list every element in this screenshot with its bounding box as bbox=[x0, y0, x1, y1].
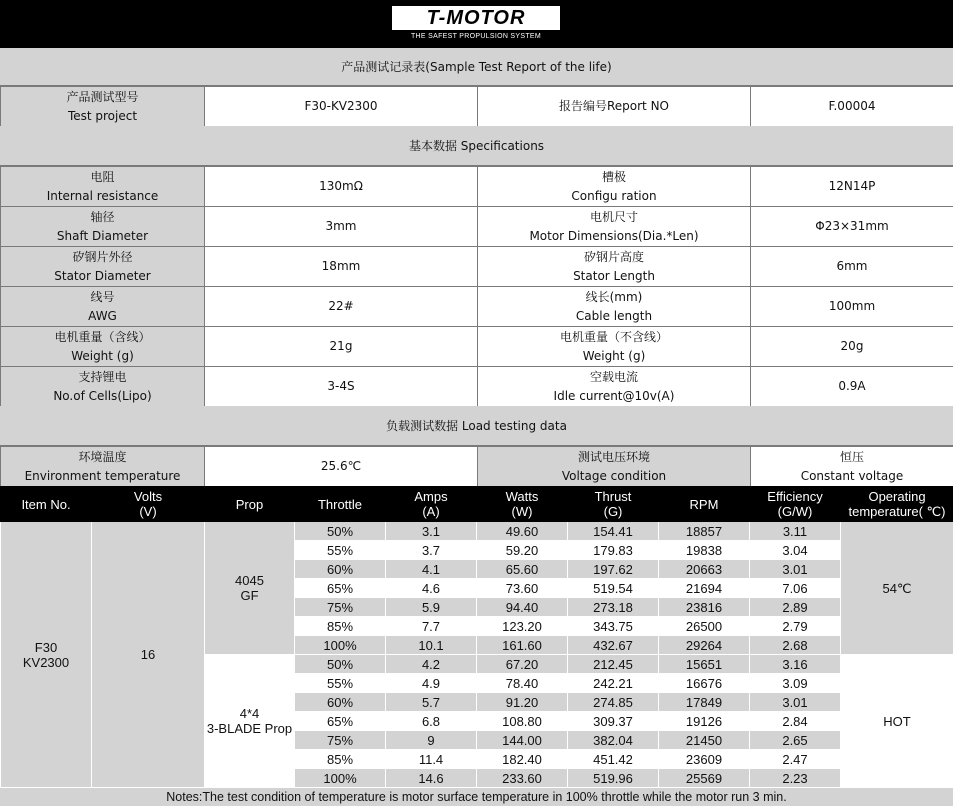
env-temp-label-en: Environment temperature bbox=[24, 468, 181, 483]
spec-right-label bbox=[478, 207, 751, 247]
thrust-cell: 242.21 bbox=[568, 674, 659, 693]
spec-label-cn: 空载电流 bbox=[589, 369, 638, 384]
env-temp-label bbox=[1, 447, 205, 487]
spec-label-en: Motor Dimensions(Dia.*Len) bbox=[529, 228, 699, 243]
col-efficiency: Efficiency (G/W) bbox=[750, 487, 841, 522]
watts-cell: 59.20 bbox=[477, 541, 568, 560]
throttle-cell: 65% bbox=[295, 712, 386, 731]
throttle-cell: 100% bbox=[295, 769, 386, 788]
throttle-cell: 55% bbox=[295, 674, 386, 693]
watts-cell: 182.40 bbox=[477, 750, 568, 769]
spec-label-cn: 矽钢片高度 bbox=[583, 249, 644, 264]
throttle-cell: 75% bbox=[295, 731, 386, 750]
watts-cell: 65.60 bbox=[477, 560, 568, 579]
logo-wordmark: T-MOTOR bbox=[392, 6, 560, 30]
load-title: 负载测试数据 Load testing data bbox=[0, 406, 953, 446]
spec-left-value bbox=[205, 247, 478, 287]
amps-cell: 14.6 bbox=[386, 769, 477, 788]
spec-row bbox=[1, 327, 953, 367]
col-thrust: Thrust (G) bbox=[568, 487, 659, 522]
amps-cell: 9 bbox=[386, 731, 477, 750]
load-test-table bbox=[0, 486, 953, 788]
spec-label-en: No.of Cells(Lipo) bbox=[53, 388, 152, 403]
volts-cell: 16 bbox=[92, 522, 205, 788]
thrust-cell: 382.04 bbox=[568, 731, 659, 750]
spec-label-cn: 矽钢片外径 bbox=[72, 249, 133, 264]
amps-cell: 3.1 bbox=[386, 522, 477, 541]
thrust-cell: 273.18 bbox=[568, 598, 659, 617]
brand-header bbox=[0, 0, 953, 48]
thrust-cell: 451.42 bbox=[568, 750, 659, 769]
spec-label-en: Configu ration bbox=[571, 188, 657, 203]
report-no-value: F.00004 bbox=[751, 87, 953, 127]
prop-cell: 4*4 3-BLADE Prop bbox=[205, 655, 295, 788]
spec-left-value bbox=[205, 327, 478, 367]
spec-row bbox=[1, 167, 953, 207]
watts-cell: 233.60 bbox=[477, 769, 568, 788]
thrust-cell: 309.37 bbox=[568, 712, 659, 731]
load-row bbox=[1, 522, 953, 541]
env-temp-value: 25.6℃ bbox=[205, 447, 478, 487]
spec-label-en: Stator Length bbox=[573, 268, 655, 283]
efficiency-cell: 2.79 bbox=[750, 617, 841, 636]
spec-row bbox=[1, 247, 953, 287]
efficiency-cell: 3.01 bbox=[750, 693, 841, 712]
rpm-cell: 19838 bbox=[659, 541, 750, 560]
temperature-cell: 54℃ bbox=[841, 522, 953, 655]
voltage-condition-label-en: Voltage condition bbox=[561, 468, 667, 483]
throttle-cell: 55% bbox=[295, 541, 386, 560]
spec-left-label bbox=[1, 287, 205, 327]
spec-label-cn: 轴径 bbox=[90, 209, 115, 224]
spec-label-en: Internal resistance bbox=[46, 188, 159, 203]
item-no-cell: F30 KV2300 bbox=[1, 522, 92, 788]
spec-label-en: Stator Diameter bbox=[54, 268, 151, 283]
rpm-cell: 18857 bbox=[659, 522, 750, 541]
rpm-cell: 25569 bbox=[659, 769, 750, 788]
amps-cell: 10.1 bbox=[386, 636, 477, 655]
spec-right-value bbox=[751, 367, 953, 407]
efficiency-cell: 7.06 bbox=[750, 579, 841, 598]
specs-table bbox=[0, 166, 953, 407]
rpm-cell: 23816 bbox=[659, 598, 750, 617]
rpm-cell: 26500 bbox=[659, 617, 750, 636]
col-prop: Prop bbox=[205, 487, 295, 522]
spec-row bbox=[1, 287, 953, 327]
spec-right-value bbox=[751, 247, 953, 287]
watts-cell: 78.40 bbox=[477, 674, 568, 693]
spec-value: 22# bbox=[328, 299, 354, 313]
efficiency-cell: 2.47 bbox=[750, 750, 841, 769]
watts-cell: 123.20 bbox=[477, 617, 568, 636]
spec-right-value bbox=[751, 167, 953, 207]
spec-label-cn: 电机重量（不含线） bbox=[559, 329, 668, 344]
rpm-cell: 23609 bbox=[659, 750, 750, 769]
spec-label-cn: 槽极 bbox=[601, 169, 626, 184]
rpm-cell: 17849 bbox=[659, 693, 750, 712]
spec-left-label bbox=[1, 167, 205, 207]
spec-label-en: Weight (g) bbox=[71, 348, 134, 363]
col-watts: Watts (W) bbox=[477, 487, 568, 522]
rpm-cell: 29264 bbox=[659, 636, 750, 655]
spec-value: 20g bbox=[840, 339, 864, 353]
spec-left-value bbox=[205, 287, 478, 327]
voltage-condition-label-cn: 测试电压环境 bbox=[577, 449, 650, 464]
test-project-label-en: Test project bbox=[67, 108, 138, 123]
test-project-label-cn: 产品测试型号 bbox=[66, 89, 139, 104]
thrust-cell: 519.54 bbox=[568, 579, 659, 598]
test-project-table bbox=[0, 86, 953, 127]
specs-title: 基本数据 Specifications bbox=[0, 126, 953, 166]
efficiency-cell: 3.01 bbox=[750, 560, 841, 579]
spec-right-value bbox=[751, 327, 953, 367]
spec-label-cn: 支持锂电 bbox=[78, 369, 127, 384]
throttle-cell: 60% bbox=[295, 693, 386, 712]
throttle-cell: 100% bbox=[295, 636, 386, 655]
amps-cell: 5.9 bbox=[386, 598, 477, 617]
col-amps: Amps (A) bbox=[386, 487, 477, 522]
spec-label-cn: 线号 bbox=[90, 289, 115, 304]
thrust-cell: 212.45 bbox=[568, 655, 659, 674]
amps-cell: 4.9 bbox=[386, 674, 477, 693]
col-temperature: Operating temperature( ℃) bbox=[841, 487, 953, 522]
amps-cell: 11.4 bbox=[386, 750, 477, 769]
throttle-cell: 65% bbox=[295, 579, 386, 598]
amps-cell: 5.7 bbox=[386, 693, 477, 712]
rpm-cell: 21694 bbox=[659, 579, 750, 598]
efficiency-cell: 2.23 bbox=[750, 769, 841, 788]
watts-cell: 67.20 bbox=[477, 655, 568, 674]
test-project-value: F30-KV2300 bbox=[205, 87, 478, 127]
spec-left-value bbox=[205, 167, 478, 207]
voltage-condition-value bbox=[751, 447, 953, 487]
spec-left-label bbox=[1, 367, 205, 407]
spec-label-en: Idle current@10v(A) bbox=[553, 388, 675, 403]
rpm-cell: 15651 bbox=[659, 655, 750, 674]
spec-left-label bbox=[1, 327, 205, 367]
spec-right-label bbox=[478, 287, 751, 327]
watts-cell: 161.60 bbox=[477, 636, 568, 655]
efficiency-cell: 3.16 bbox=[750, 655, 841, 674]
throttle-cell: 50% bbox=[295, 522, 386, 541]
col-rpm: RPM bbox=[659, 487, 750, 522]
col-volts: Volts (V) bbox=[92, 487, 205, 522]
spec-left-label bbox=[1, 207, 205, 247]
spec-value: 21g bbox=[329, 339, 353, 353]
throttle-cell: 60% bbox=[295, 560, 386, 579]
spec-left-value bbox=[205, 207, 478, 247]
t-motor-logo bbox=[392, 6, 560, 42]
watts-cell: 94.40 bbox=[477, 598, 568, 617]
spec-value: Φ23×31mm bbox=[815, 219, 889, 233]
report-no-label: 报告编号Report NO bbox=[478, 87, 751, 127]
efficiency-cell: 3.04 bbox=[750, 541, 841, 560]
thrust-cell: 519.96 bbox=[568, 769, 659, 788]
throttle-cell: 75% bbox=[295, 598, 386, 617]
thrust-cell: 179.83 bbox=[568, 541, 659, 560]
temperature-cell: HOT bbox=[841, 655, 953, 788]
spec-value: 130mΩ bbox=[319, 179, 363, 193]
spec-label-cn: 电机重量（含线） bbox=[54, 329, 151, 344]
environment-table bbox=[0, 446, 953, 487]
voltage-condition-value-cn: 恒压 bbox=[839, 449, 864, 464]
efficiency-cell: 3.11 bbox=[750, 522, 841, 541]
efficiency-cell: 2.89 bbox=[750, 598, 841, 617]
spec-value: 18mm bbox=[321, 259, 361, 273]
amps-cell: 3.7 bbox=[386, 541, 477, 560]
thrust-cell: 274.85 bbox=[568, 693, 659, 712]
spec-label-en: Shaft Diameter bbox=[56, 228, 149, 243]
spec-label-cn: 电阻 bbox=[90, 169, 115, 184]
efficiency-cell: 3.09 bbox=[750, 674, 841, 693]
spec-right-label bbox=[478, 367, 751, 407]
rpm-cell: 20663 bbox=[659, 560, 750, 579]
watts-cell: 91.20 bbox=[477, 693, 568, 712]
watts-cell: 73.60 bbox=[477, 579, 568, 598]
spec-label-en: AWG bbox=[88, 308, 117, 323]
rpm-cell: 19126 bbox=[659, 712, 750, 731]
spec-right-label bbox=[478, 247, 751, 287]
test-project-label bbox=[1, 87, 205, 127]
report-title: 产品测试记录表(Sample Test Report of the life) bbox=[0, 48, 953, 86]
thrust-cell: 432.67 bbox=[568, 636, 659, 655]
thrust-cell: 154.41 bbox=[568, 522, 659, 541]
logo-tagline: THE SAFEST PROPULSION SYSTEM bbox=[410, 33, 542, 40]
voltage-condition-label bbox=[478, 447, 751, 487]
spec-label-cn: 线长(mm) bbox=[585, 289, 643, 304]
watts-cell: 49.60 bbox=[477, 522, 568, 541]
prop-cell: 4045 GF bbox=[205, 522, 295, 655]
throttle-cell: 50% bbox=[295, 655, 386, 674]
spec-label-en: Weight (g) bbox=[582, 348, 646, 363]
spec-label-en: Cable length bbox=[575, 308, 653, 323]
env-temp-label-cn: 环境温度 bbox=[78, 449, 127, 464]
thrust-cell: 343.75 bbox=[568, 617, 659, 636]
efficiency-cell: 2.84 bbox=[750, 712, 841, 731]
voltage-condition-value-en: Constant voltage bbox=[800, 468, 904, 483]
throttle-cell: 85% bbox=[295, 617, 386, 636]
thrust-cell: 197.62 bbox=[568, 560, 659, 579]
spec-value: 100mm bbox=[828, 299, 876, 313]
spec-value: 3-4S bbox=[327, 379, 355, 393]
col-throttle: Throttle bbox=[295, 487, 386, 522]
spec-row bbox=[1, 207, 953, 247]
spec-right-value bbox=[751, 207, 953, 247]
throttle-cell: 85% bbox=[295, 750, 386, 769]
spec-left-value bbox=[205, 367, 478, 407]
spec-right-value bbox=[751, 287, 953, 327]
watts-cell: 144.00 bbox=[477, 731, 568, 750]
rpm-cell: 21450 bbox=[659, 731, 750, 750]
spec-left-label bbox=[1, 247, 205, 287]
amps-cell: 4.2 bbox=[386, 655, 477, 674]
amps-cell: 4.6 bbox=[386, 579, 477, 598]
spec-right-label bbox=[478, 327, 751, 367]
spec-label-cn: 电机尺寸 bbox=[589, 209, 638, 224]
amps-cell: 4.1 bbox=[386, 560, 477, 579]
watts-cell: 108.80 bbox=[477, 712, 568, 731]
efficiency-cell: 2.68 bbox=[750, 636, 841, 655]
efficiency-cell: 2.65 bbox=[750, 731, 841, 750]
amps-cell: 6.8 bbox=[386, 712, 477, 731]
col-item-no: Item No. bbox=[1, 487, 92, 522]
spec-right-label bbox=[478, 167, 751, 207]
notes: Notes:The test condition of temperature is motor surface temperature in 100% throttle while the motor run 3 min. bbox=[0, 788, 953, 806]
spec-value: 0.9A bbox=[838, 379, 866, 393]
spec-value: 6mm bbox=[836, 259, 868, 273]
spec-row bbox=[1, 367, 953, 407]
amps-cell: 7.7 bbox=[386, 617, 477, 636]
spec-value: 3mm bbox=[325, 219, 357, 233]
spec-value: 12N14P bbox=[828, 179, 876, 193]
rpm-cell: 16676 bbox=[659, 674, 750, 693]
